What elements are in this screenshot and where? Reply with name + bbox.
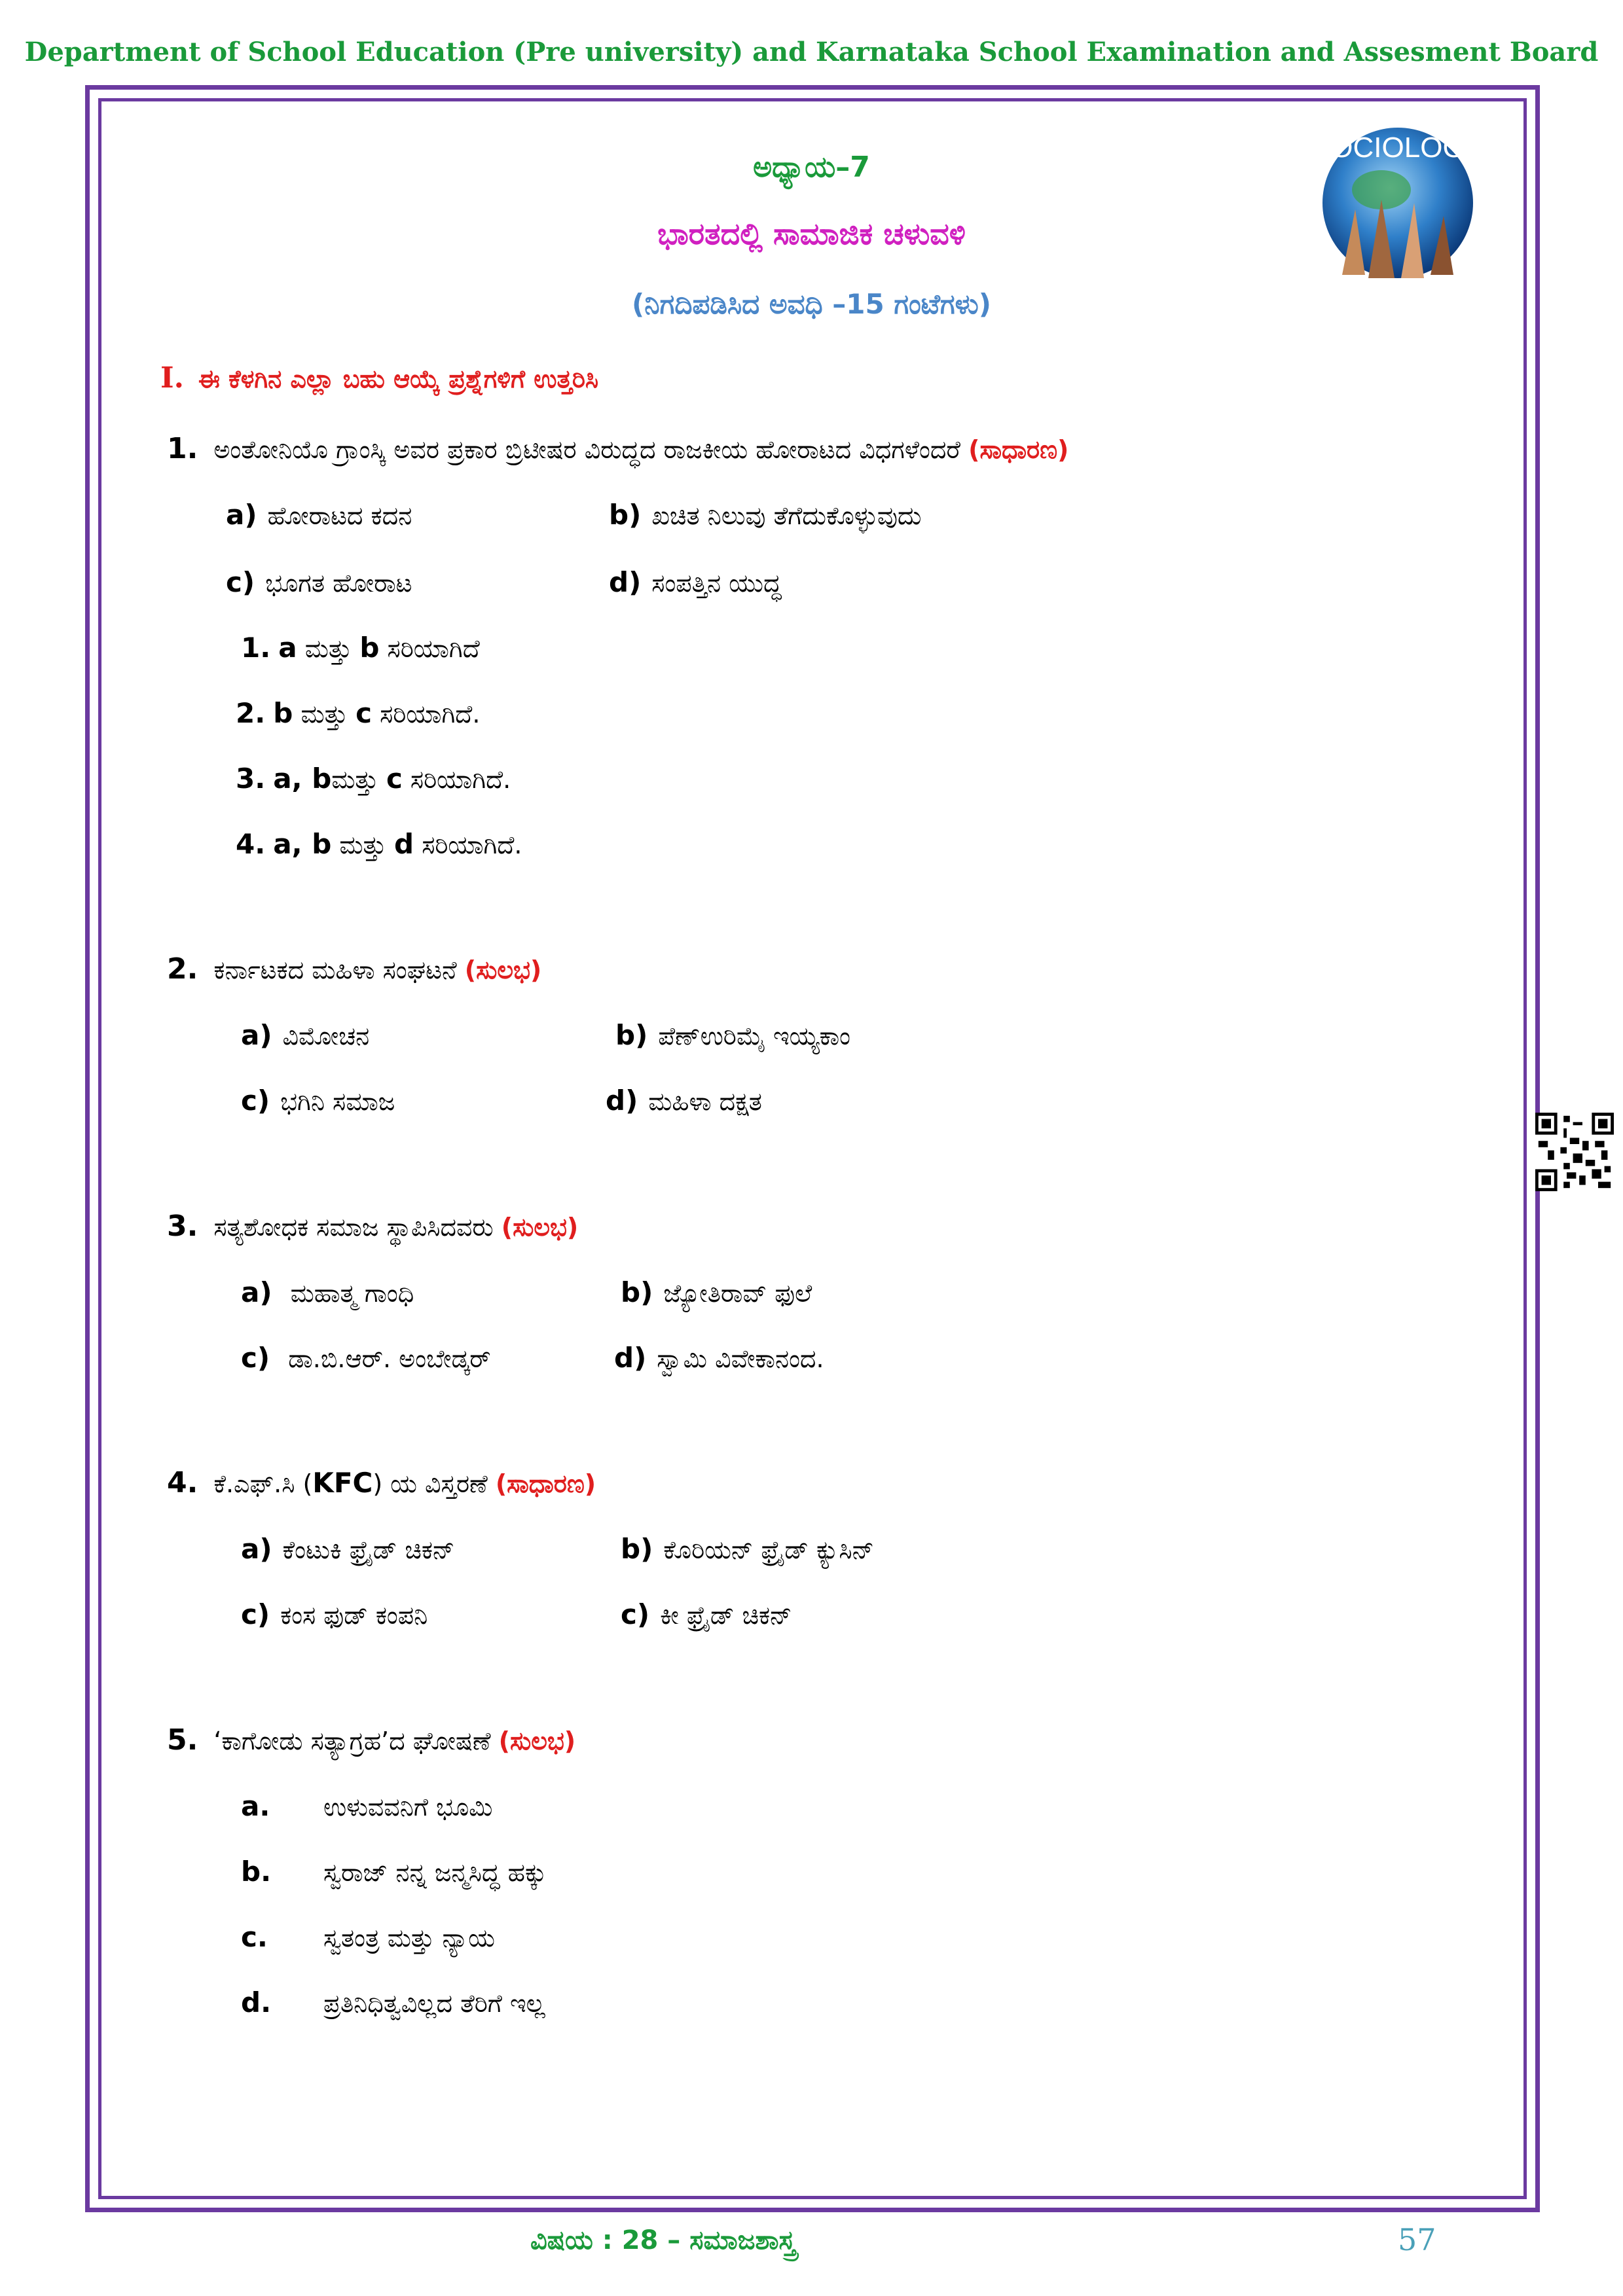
question-text: ಅಂತೋನಿಯೊ ಗ್ರಾಂಸ್ಕಿ ಅವರ ಪ್ರಕಾರ ಬ್ರಿಟೀಷರ ವಿರುದ್ಧದ ರಾಜಕೀಯ ಹೋರಾಟದ ವಿಧಗಳೆಂದರೆ xyxy=(213,435,960,464)
question-5 xyxy=(167,1723,575,1757)
question-4: 4. ಕೆ.ಎಫ್.ಸಿ (KFC) ಯ ವಿಸ್ತರಣೆ (ಸಾಧಾರಣ) xyxy=(167,1466,596,1499)
option-c: c) ಕಂಸ ಫುಡ್ ಕಂಪನಿ xyxy=(241,1598,428,1630)
kfc-abbreviation: KFC xyxy=(312,1467,373,1499)
question-number: 2. xyxy=(167,952,198,986)
qr-code[interactable] xyxy=(1535,1113,1614,1191)
section-text: ಈ ಕೆಳಗಿನ ಎಲ್ಲಾ ಬಹು ಆಯ್ಕೆ ಪ್ರಶ್ನೆಗಳಿಗೆ ಉತ್ತರಿಸಿ xyxy=(198,365,599,393)
option-c: c) ಡಾ.ಬಿ.ಆರ್. ಅಂಬೇಡ್ಕರ್ xyxy=(241,1342,491,1374)
question-number: 1. xyxy=(167,432,198,465)
combination-2: 2. b ಮತ್ತು c ಸರಿಯಾಗಿದೆ. xyxy=(236,697,481,729)
option-b: b. ಸ್ವರಾಜ್ ನನ್ನ ಜನ್ಮಸಿದ್ಧ ಹಕ್ಕು xyxy=(241,1856,547,1888)
question-number: 4. xyxy=(167,1466,198,1499)
option-d: d) ಸಂಪತ್ತಿನ ಯುದ್ಧ xyxy=(609,566,782,598)
option-a: a) ಕೆಂಟುಕಿ ಫ್ರೈಡ್ ಚಿಕನ್ xyxy=(241,1533,455,1565)
option-a: a. ಉಳುವವನಿಗೆ ಭೂಮಿ xyxy=(241,1790,493,1822)
question-text: ‘ಕಾಗೋಡು ಸತ್ಯಾಗ್ರಹ’ದ ಘೋಷಣೆ xyxy=(213,1727,491,1755)
option-b: b) ಪೆಣ್‌ಉರಿಮೈ ಇಯ್ಯಕಾಂ xyxy=(615,1019,850,1051)
difficulty-level: (ಸುಲಭ) xyxy=(464,956,542,984)
combination-3: 3. a, bಮತ್ತು c ಸರಿಯಾಗಿದೆ. xyxy=(236,762,511,795)
duration: (ನಿಗದಿಪಡಿಸಿದ ಅವಧಿ –15 ಗಂಟೆಗಳು) xyxy=(632,288,991,320)
subject-footer: ವಿಷಯ : 28 – ಸಮಾಜಶಾಸ್ತ್ರ xyxy=(530,2225,796,2255)
section-number: I. xyxy=(160,361,184,395)
option-a: a) ವಿಮೋಚನ xyxy=(241,1019,370,1051)
option-c: c) ಭಗಿನಿ ಸಮಾಜ xyxy=(241,1085,395,1117)
option-d: d. ಪ್ರತಿನಿಧಿತ್ವವಿಲ್ಲದ ತೆರಿಗೆ ಇಲ್ಲ xyxy=(241,1986,545,2018)
option-c: c. ಸ್ವತಂತ್ರ ಮತ್ತು ನ್ಯಾಯ xyxy=(241,1921,495,1953)
difficulty-level: (ಸಾಧಾರಣ) xyxy=(495,1469,596,1498)
chapter-title: ಭಾರತದಲ್ಲಿ ಸಾಮಾಜಿಕ ಚಳುವಳಿ xyxy=(657,216,966,251)
option-b: b) ಕೊರಿಯನ್ ಫ್ರೈಡ್ ಕ್ಯುಸಿನ್ xyxy=(621,1533,875,1565)
question-1 xyxy=(167,432,1068,465)
sociology-logo xyxy=(1303,111,1493,281)
difficulty-level: (ಸುಲಭ) xyxy=(501,1213,579,1242)
chapter-label: ಅಧ್ಯಾಯ–7 xyxy=(753,151,870,184)
page-number: 57 xyxy=(1398,2222,1436,2257)
combination-1: 1. a ಮತ್ತು b ಸರಿಯಾಗಿದೆ xyxy=(241,632,480,664)
option-a: a) ಹೋರಾಟದ ಕದನ xyxy=(226,499,412,531)
difficulty-level: (ಸುಲಭ) xyxy=(498,1727,576,1755)
option-c: c) ಭೂಗತ ಹೋರಾಟ xyxy=(226,566,412,598)
option-a: a) ಮಹಾತ್ಮ ಗಾಂಧಿ xyxy=(241,1276,414,1308)
combination-4: 4. a, b ಮತ್ತು d ಸರಿಯಾಗಿದೆ. xyxy=(236,828,522,860)
question-3 xyxy=(167,1210,578,1243)
question-text: ಕರ್ನಾಟಕದ ಮಹಿಳಾ ಸಂಘಟನೆ xyxy=(213,956,457,984)
logo-text: SOCIOLOGY xyxy=(1311,132,1485,164)
option-b: b) ಜ್ಯೋತಿರಾವ್ ಫುಲೆ xyxy=(621,1276,812,1308)
question-number: 3. xyxy=(167,1210,198,1243)
option-d: d) ಮಹಿಳಾ ದಕ್ಷತ xyxy=(606,1085,762,1117)
section-heading xyxy=(160,361,598,395)
option-d: c) ಕೀ ಫ್ರೈಡ್ ಚಿಕನ್ xyxy=(621,1598,792,1630)
option-d: d) ಸ್ವಾಮಿ ವಿವೇಕಾನಂದ. xyxy=(614,1342,824,1374)
question-2 xyxy=(167,952,541,986)
question-text: ಸತ್ಯಶೋಧಕ ಸಮಾಜ ಸ್ಥಾಪಿಸಿದವರು xyxy=(213,1213,494,1242)
question-number: 5. xyxy=(167,1723,198,1757)
board-header: Department of School Education (Pre university) and Karnataka School Examination and Assesment Board xyxy=(24,37,1599,67)
option-b: b) ಖಚಿತ ನಿಲುವು ತೆಗೆದುಕೊಳ್ಳುವುದು xyxy=(609,499,922,531)
difficulty-level: (ಸಾಧಾರಣ) xyxy=(968,435,1069,464)
